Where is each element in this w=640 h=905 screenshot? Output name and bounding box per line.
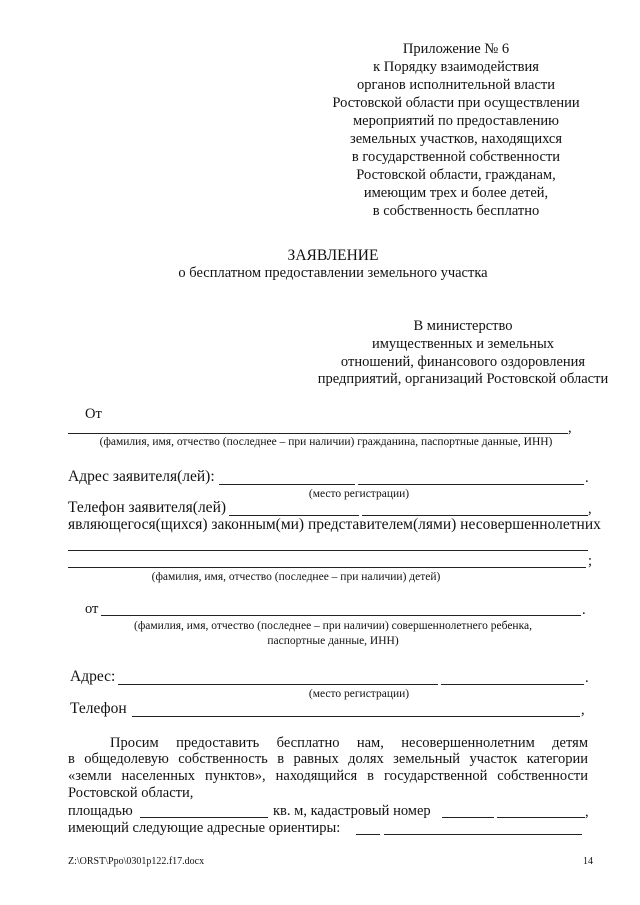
request-line: в общедолевую собственность в равных долях земельный участок категории xyxy=(68,751,588,767)
appendix-line: Ростовской области при осуществлении xyxy=(332,95,580,111)
phone-label: Телефон заявителя(лей) xyxy=(68,499,227,516)
request-line: Просим предоставить бесплатно нам, несовершеннолетним детям xyxy=(110,735,588,751)
appendix-line: органов исполнительной власти xyxy=(356,77,556,93)
appendix-line: имеющим трех и более детей, xyxy=(363,185,549,201)
from-field-end: , xyxy=(568,420,572,436)
from-field-line[interactable] xyxy=(68,433,568,434)
appendix-line: в государственной собственности xyxy=(351,149,561,165)
footer-file-path: Z:\ORST\Ppo\0301p122.f17.docx xyxy=(68,856,205,867)
children-field-line-2[interactable] xyxy=(68,567,586,568)
children-field-line-1[interactable] xyxy=(68,550,588,551)
addressee-line: имущественных и земельных xyxy=(371,336,555,352)
appendix-line: Приложение № 6 xyxy=(402,41,510,57)
children-hint: (фамилия, имя, отчество (последнее – при наличии) детей) xyxy=(151,571,441,583)
from-label: От xyxy=(85,406,102,422)
cadastral-field-end: , xyxy=(585,804,589,820)
adult-from-label: от xyxy=(85,601,99,617)
adult-address-hint: (место регистрации) xyxy=(308,688,410,700)
orientation-field-line-1[interactable] xyxy=(356,834,380,835)
appendix-line: к Порядку взаимодействия xyxy=(373,59,539,75)
orientation-label: имеющий следующие адресные ориентиры: xyxy=(68,820,341,836)
adult-address-field-line-2[interactable] xyxy=(441,684,584,685)
adult-address-label: Адрес: xyxy=(70,668,116,685)
phone-field-end: , xyxy=(588,501,592,517)
adult-field-line[interactable] xyxy=(101,615,581,616)
address-field-line-1[interactable] xyxy=(219,484,355,485)
from-hint: (фамилия, имя, отчество (последнее – при наличии) гражданина, паспортные данные, ИНН) xyxy=(99,436,553,448)
children-field-end: ; xyxy=(588,553,593,569)
adult-phone-label: Телефон xyxy=(70,700,127,717)
address-field-end: . xyxy=(585,470,589,486)
cadastral-field-line-2[interactable] xyxy=(497,817,585,818)
appendix-line: Ростовской области, гражданам, xyxy=(356,167,556,183)
appendix-line: мероприятий по предоставлению xyxy=(353,113,559,129)
address-field-line-2[interactable] xyxy=(358,484,584,485)
adult-phone-field-end: , xyxy=(581,702,585,718)
orientation-field-line-2[interactable] xyxy=(384,834,582,835)
area-unit-label: кв. м, кадастровый номер xyxy=(273,803,431,819)
adult-hint-2: паспортные данные, ИНН) xyxy=(267,635,399,647)
request-line: «земли населенных пунктов», находящийся в государственной собственности xyxy=(68,768,588,784)
addressee-line: предприятий, организаций Ростовской области xyxy=(317,371,609,387)
area-field-line[interactable] xyxy=(140,817,268,818)
address-hint: (место регистрации) xyxy=(308,488,410,500)
request-line: Ростовской области, xyxy=(68,785,194,801)
addressee-line: В министерство xyxy=(413,318,513,334)
representative-line: являющегося(щихся) законным(ми) представителем(лями) несовершеннолетних xyxy=(68,516,601,533)
adult-field-end: . xyxy=(582,602,586,618)
appendix-line: земельных участков, находящихся xyxy=(349,131,563,147)
page-number: 14 xyxy=(583,856,593,867)
cadastral-field-line-1[interactable] xyxy=(442,817,494,818)
area-label: площадью xyxy=(68,803,133,819)
adult-address-field-end: . xyxy=(585,670,589,686)
addressee-line: отношений, финансового оздоровления xyxy=(340,354,586,370)
address-label: Адрес заявителя(лей): xyxy=(68,468,215,485)
appendix-line: в собственность бесплатно xyxy=(372,203,540,219)
adult-phone-field-line[interactable] xyxy=(132,716,580,717)
document-subtitle: о бесплатном предоставлении земельного участка xyxy=(178,265,488,281)
document-title: ЗАЯВЛЕНИЕ xyxy=(287,247,379,264)
adult-address-field-line-1[interactable] xyxy=(118,684,438,685)
adult-hint-1: (фамилия, имя, отчество (последнее – при наличии) совершеннолетнего ребенка, xyxy=(134,620,532,632)
